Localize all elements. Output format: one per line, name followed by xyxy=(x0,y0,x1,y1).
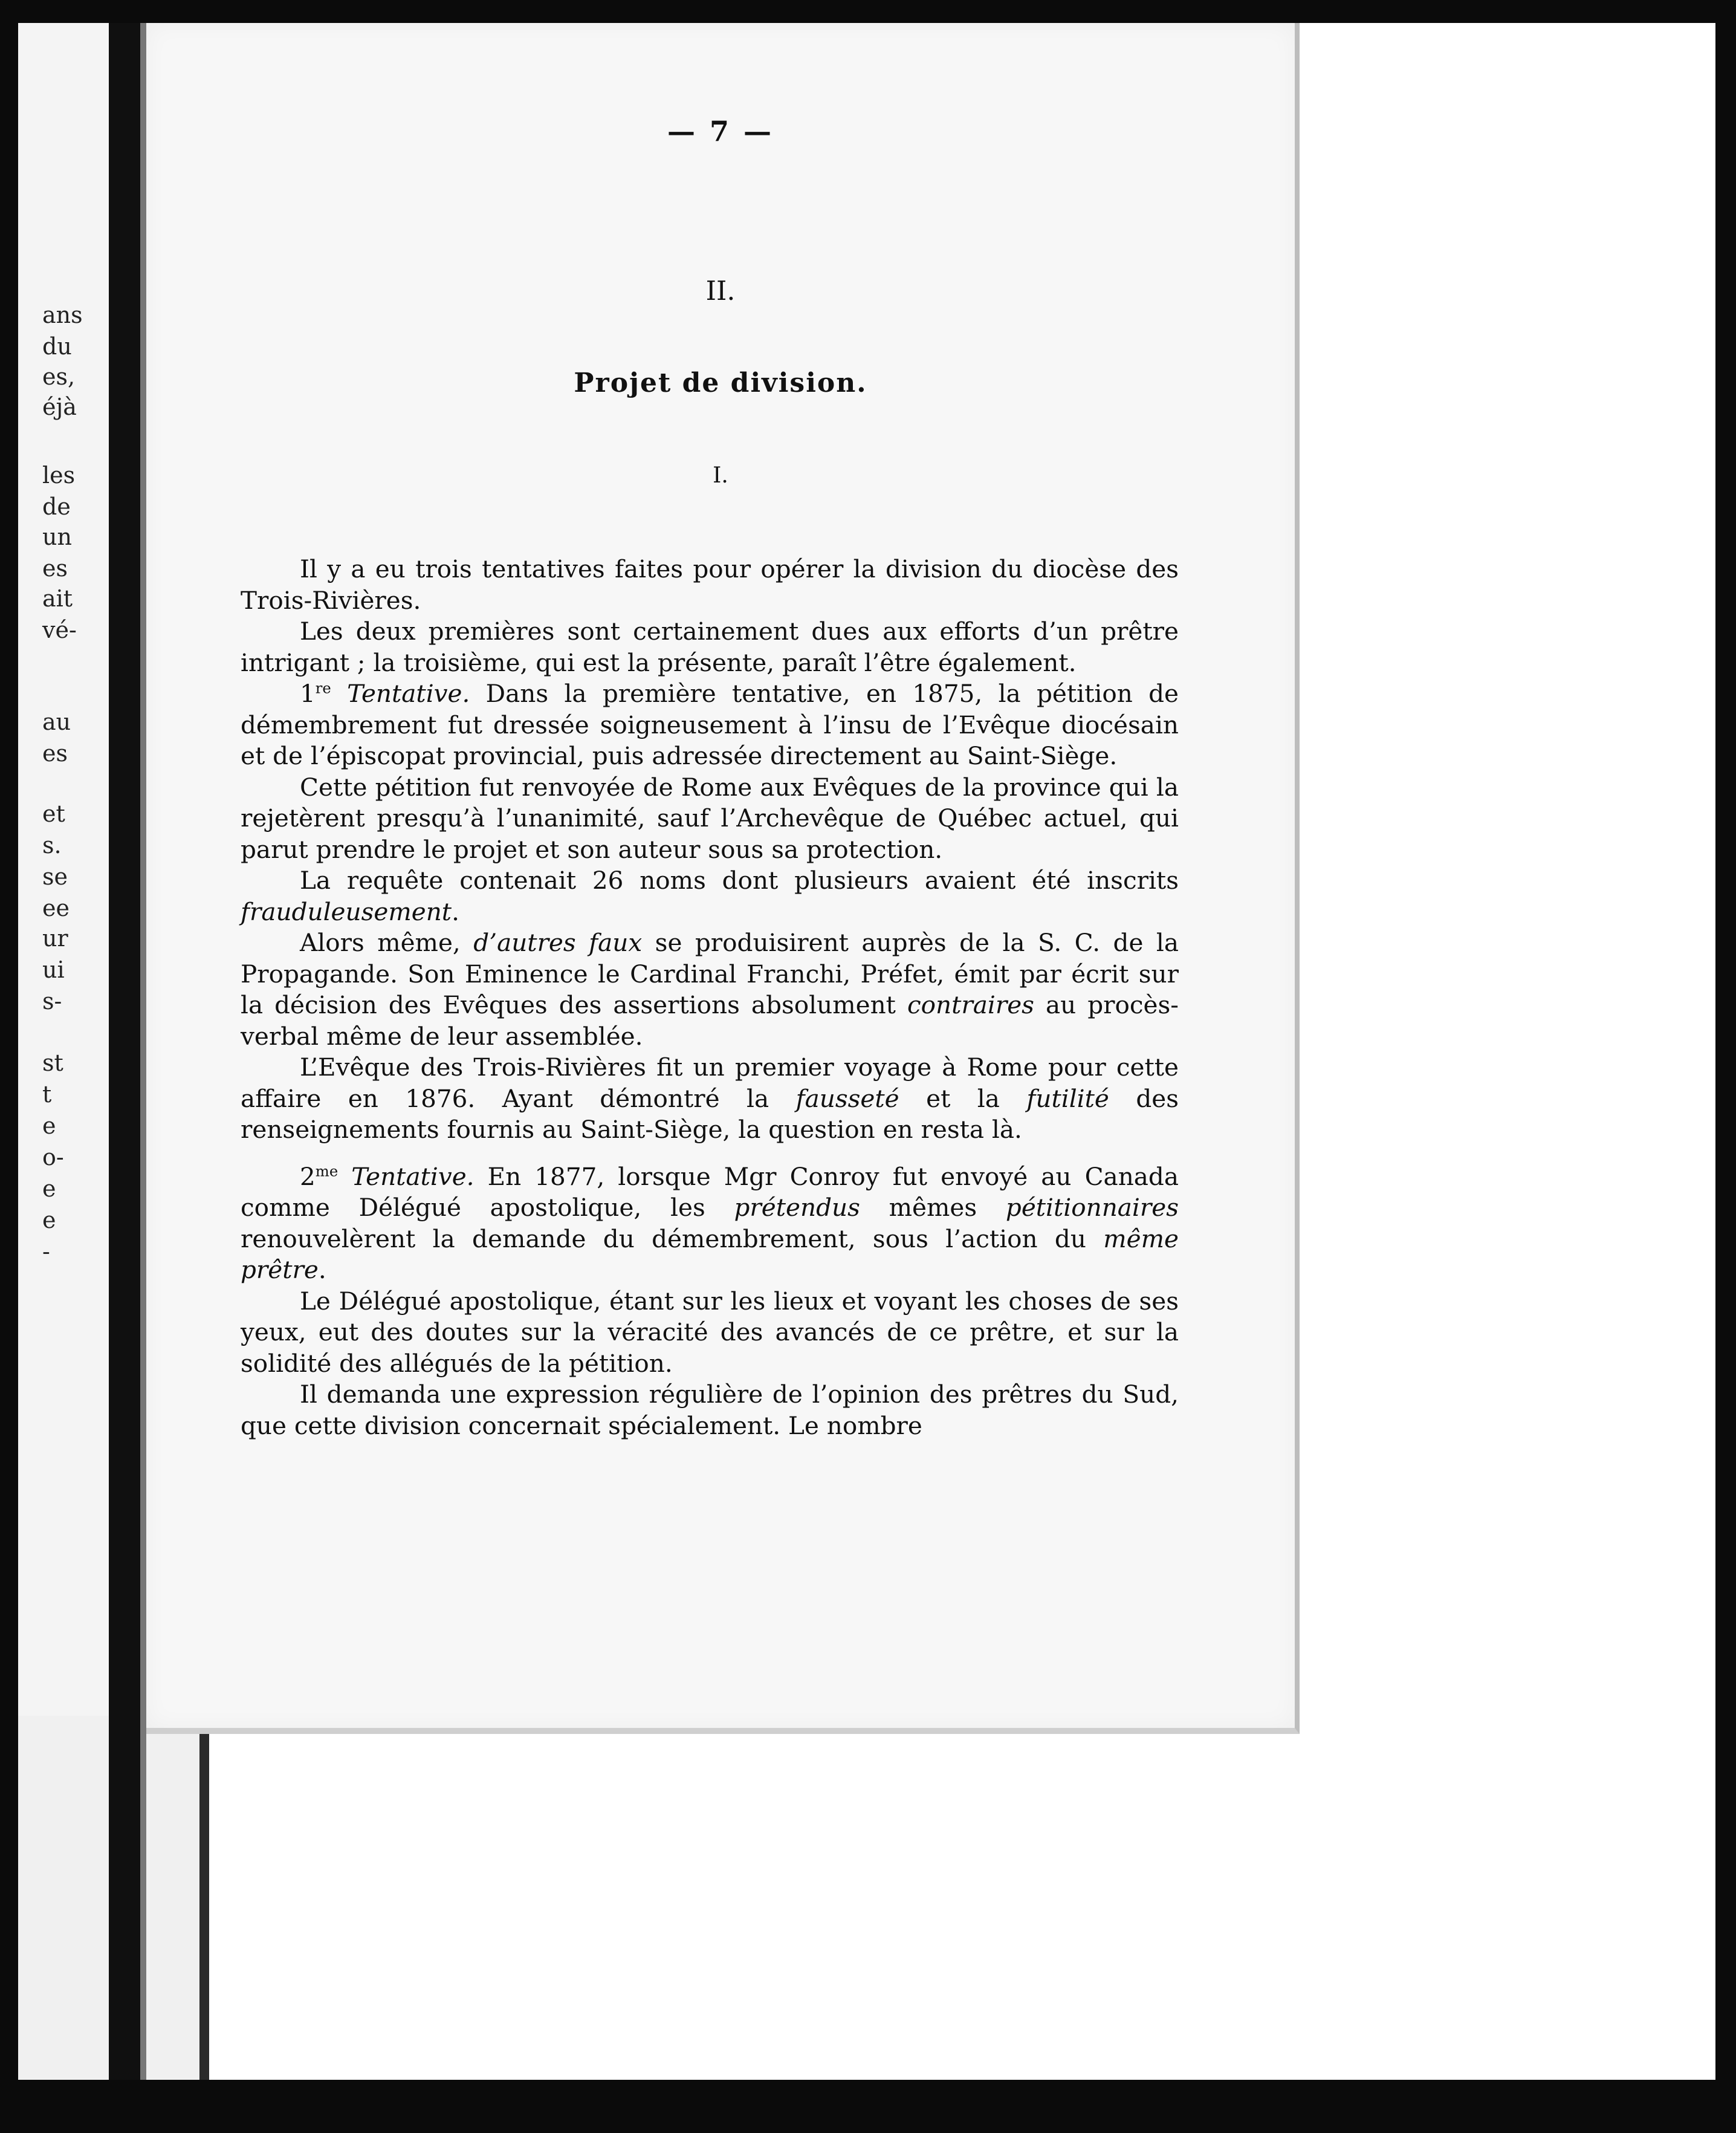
scan-border-top xyxy=(0,0,1736,23)
superscript: re xyxy=(315,679,331,697)
left-page-fragment: s- xyxy=(42,988,62,1015)
paragraph xyxy=(241,1161,1179,1286)
italic-text: fausseté xyxy=(795,1083,899,1113)
text-run: L’Evêque des Trois-Rivières fit un premier voyage à Rome pour cette affaire en 1876. Ayant démontré la xyxy=(241,1053,1179,1113)
text-run: Il y a eu trois tentatives faites pour opérer la division du diocèse des Trois-Rivières. xyxy=(241,554,1179,615)
left-page-fragment: - xyxy=(42,1238,50,1265)
paragraph xyxy=(241,678,1179,772)
left-page-fragment: es xyxy=(42,740,68,767)
body-text xyxy=(241,554,1179,1441)
scan-border-right xyxy=(1715,0,1736,2133)
left-page-fragment: t xyxy=(42,1081,52,1108)
document-page xyxy=(146,23,1300,1734)
italic-text: futilité xyxy=(1026,1083,1109,1113)
italic-text: prétendus xyxy=(734,1193,860,1222)
left-page-fragment: éjà xyxy=(42,394,77,420)
section-title: Projet de division. xyxy=(574,368,867,398)
text-run xyxy=(331,679,347,708)
left-page-fragment: au xyxy=(42,709,71,735)
paragraph xyxy=(241,1052,1179,1146)
text-run: se produisirent auprès de la S. C. de la Propagande. Son Eminence le Cardinal Franchi, Préfet, émit par écrit sur la décision des Evêques des assertions absolument xyxy=(241,928,1179,1019)
left-page-fragment: st xyxy=(42,1050,63,1076)
left-page-fragment: es, xyxy=(42,363,76,390)
text-run: Les deux premières sont certainement dues aux efforts d’un prêtre intrigant ; la troisième, qui est la présente, paraît l’être également. xyxy=(241,617,1179,677)
superscript: me xyxy=(315,1162,338,1180)
left-page-fragment: un xyxy=(42,524,72,550)
text-run: mêmes xyxy=(860,1193,1006,1222)
text-run: et la xyxy=(899,1083,1027,1113)
page-gutter-edge xyxy=(140,23,146,2080)
italic-text: Tentative. xyxy=(351,1161,474,1191)
text-run: des renseignements fournis au Saint-Siège, la question en resta là. xyxy=(241,1083,1179,1144)
page-gutter xyxy=(109,23,140,2080)
text-run: En 1877, lorsque Mgr Conroy fut envoyé au Canada comme Délégué apostolique, les xyxy=(241,1161,1179,1222)
paragraph xyxy=(241,865,1179,927)
left-page-fragment: e xyxy=(42,1112,56,1139)
left-page-fragment: ui xyxy=(42,956,65,983)
left-page-fragment: es xyxy=(42,555,68,582)
scan-background-bottom xyxy=(209,1735,1297,2080)
text-run: Alors même, xyxy=(300,928,474,957)
left-page-fragment: les xyxy=(42,462,76,489)
left-page-fragment: e xyxy=(42,1175,56,1202)
text-run: . xyxy=(452,897,459,926)
paragraph xyxy=(241,616,1179,678)
page-number: — 7 — xyxy=(667,115,774,148)
left-page-fragment: du xyxy=(42,333,72,360)
left-page-fragment: ee xyxy=(42,895,70,921)
left-page-fragment: de xyxy=(42,493,71,520)
scan-background-right xyxy=(1300,23,1715,2080)
text-run: . xyxy=(318,1255,326,1284)
text-run: Dans la première tentative, en 1875, la pétition de démembrement fut dressée soigneusement à l’insu de l’Evêque diocésain et de l’épiscopat provincial, puis adressée directement au Saint-Siège. xyxy=(241,679,1179,770)
left-page-fragment: et xyxy=(42,800,65,827)
scan-border-bottom xyxy=(0,2080,1736,2133)
left-page-fragment: ait xyxy=(42,585,73,612)
paragraph xyxy=(241,1379,1179,1441)
text-run: renouvelèrent la demande du démembrement, sous l’action du xyxy=(241,1224,1104,1253)
italic-text: Tentative. xyxy=(347,679,470,708)
paragraph xyxy=(241,772,1179,866)
scan-border-left xyxy=(0,0,18,2133)
italic-text: pétitionnaires xyxy=(1005,1193,1179,1222)
paragraph xyxy=(241,927,1179,1052)
subsection-number: I. xyxy=(713,463,728,488)
left-page-fragment: e xyxy=(42,1207,56,1233)
paragraph xyxy=(241,554,1179,616)
section-number: II. xyxy=(705,276,736,307)
left-page-fragment: se xyxy=(42,863,68,890)
text-run: Cette pétition fut renvoyée de Rome aux Evêques de la province qui la rejetèrent presqu’à l’unanimité, sauf l’Archevêque de Québec actuel, qui parut prendre le projet et son auteur sous sa protection. xyxy=(241,772,1179,864)
left-page-fragment: vé- xyxy=(42,617,77,643)
left-page-fragment: s. xyxy=(42,832,62,859)
text-run: au procès-verbal même de leur assemblée. xyxy=(241,990,1179,1051)
paragraph xyxy=(241,1286,1179,1380)
left-page-fragment: o- xyxy=(42,1144,64,1170)
left-page-fragment: ans xyxy=(42,302,83,328)
text-run: La requête contenait 26 noms dont plusieurs avaient été inscrits xyxy=(300,866,1179,895)
text-run xyxy=(338,1162,351,1191)
italic-text: frauduleusement xyxy=(241,897,452,926)
text-run: 2 xyxy=(300,1161,316,1191)
italic-text: contraires xyxy=(907,990,1034,1019)
text-run: 1 xyxy=(300,679,316,708)
text-run: Le Délégué apostolique, étant sur les lieux et voyant les choses de ses yeux, eut des doutes sur la véracité des avancés de ce prêtre, et sur la solidité des allégués de la pétition. xyxy=(241,1286,1179,1378)
text-run: Il demanda une expression régulière de l’opinion des prêtres du Sud, que cette division concernait spécialement. Le nombre xyxy=(241,1380,1179,1440)
italic-text: d’autres faux xyxy=(473,928,643,957)
italic-text: même prêtre xyxy=(241,1224,1179,1284)
left-page-fragment: ur xyxy=(42,925,68,952)
